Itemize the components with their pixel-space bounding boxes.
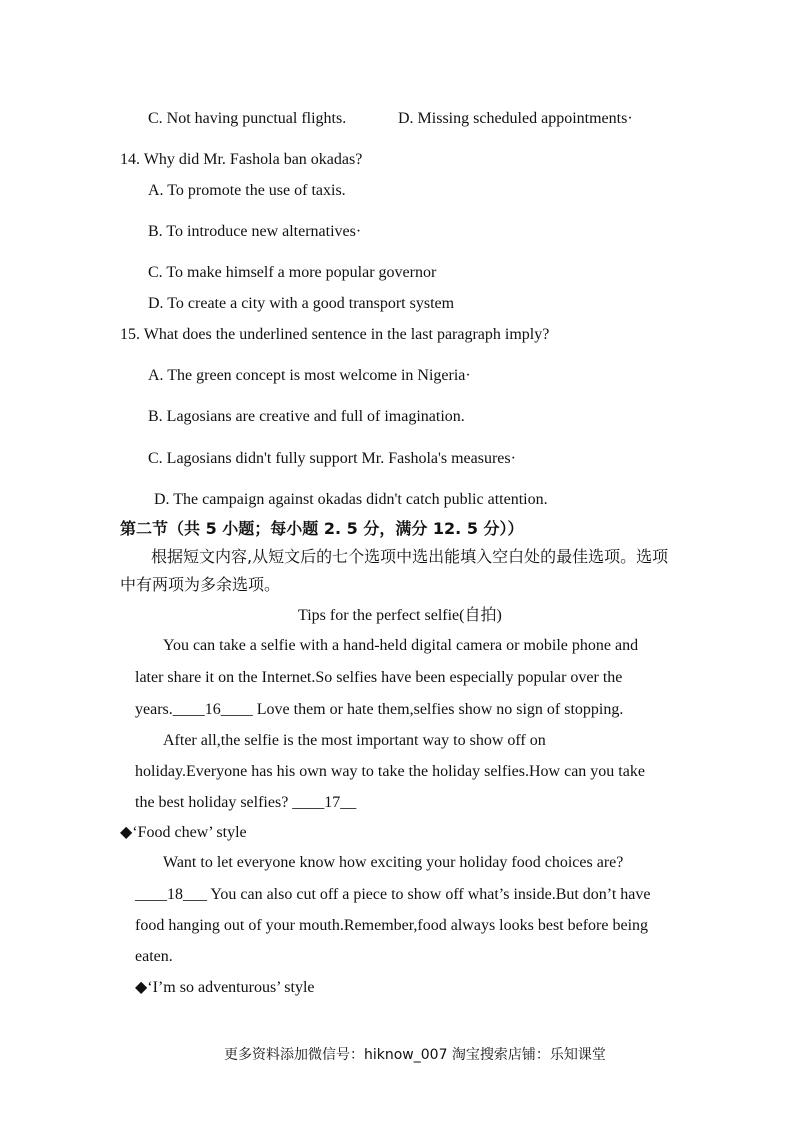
q14-option-a: A. To promote the use of taxis. [148,182,346,199]
passage-p1-line3: years.____16____ Love them or hate them,selfies show no sign of stopping. [135,701,624,718]
q14-stem: 14. Why did Mr. Fashola ban okadas? [120,151,363,168]
passage-p2-line1: After all,the selfie is the most important way to show off on [163,732,546,749]
section-instruction-line1: 根据短文内容,从短文后的七个选项中选出能填入空白处的最佳选项。选项 [151,547,669,566]
passage-p1-line1: You can take a selfie with a hand-held digital camera or mobile phone and [163,637,639,654]
passage-p3-line1: Want to let everyone know how exciting your holiday food choices are? [163,854,624,871]
passage-title: Tips for the perfect selfie(自拍) [298,607,502,624]
q15-option-a: A. The green concept is most welcome in Nigeria· [148,367,471,384]
passage-p3-line3: food hanging out of your mouth.Remember,food always looks best before being [135,917,649,934]
section-heading: 第二节（共 5 小题；每小题 2. 5 分，满分 12. 5 分）） [120,519,524,538]
passage-p1-line2: later share it on the Internet.So selfies have been especially popular over the [135,669,623,686]
q14-option-c: C. To make himself a more popular governor [148,264,437,281]
q14-option-b: B. To introduce new alternatives· [148,223,362,240]
passage-p2-line3: the best holiday selfies? ____17__ [135,794,357,811]
passage-p2-line2: holiday.Everyone has his own way to take the holiday selfies.How can you take [135,763,645,780]
q13-option-c: C. Not having punctual flights. [148,110,347,127]
q14-option-d: D. To create a city with a good transport system [148,295,455,312]
q13-option-d: D. Missing scheduled appointments· [398,110,633,127]
passage-p3-line2: ____18___ You can also cut off a piece to show off what’s inside.But don’t have [135,886,651,903]
footer-note: 更多资料添加微信号：hiknow_007 淘宝搜索店铺：乐知课堂 [224,1047,606,1063]
passage-p3-line4: eaten. [135,948,173,965]
q15-option-d: D. The campaign against okadas didn't catch public attention. [154,491,548,508]
q15-stem: 15. What does the underlined sentence in the last paragraph imply? [120,326,550,343]
subheading-food-chew: ◆‘Food chew’ style [120,824,247,841]
subheading-adventurous: ◆‘I’m so adventurous’ style [135,979,315,996]
q15-option-b: B. Lagosians are creative and full of imagination. [148,408,465,425]
section-instruction-line2: 中有两项为多余选项。 [120,575,281,594]
q15-option-c: C. Lagosians didn't fully support Mr. Fashola's measures· [148,450,516,467]
